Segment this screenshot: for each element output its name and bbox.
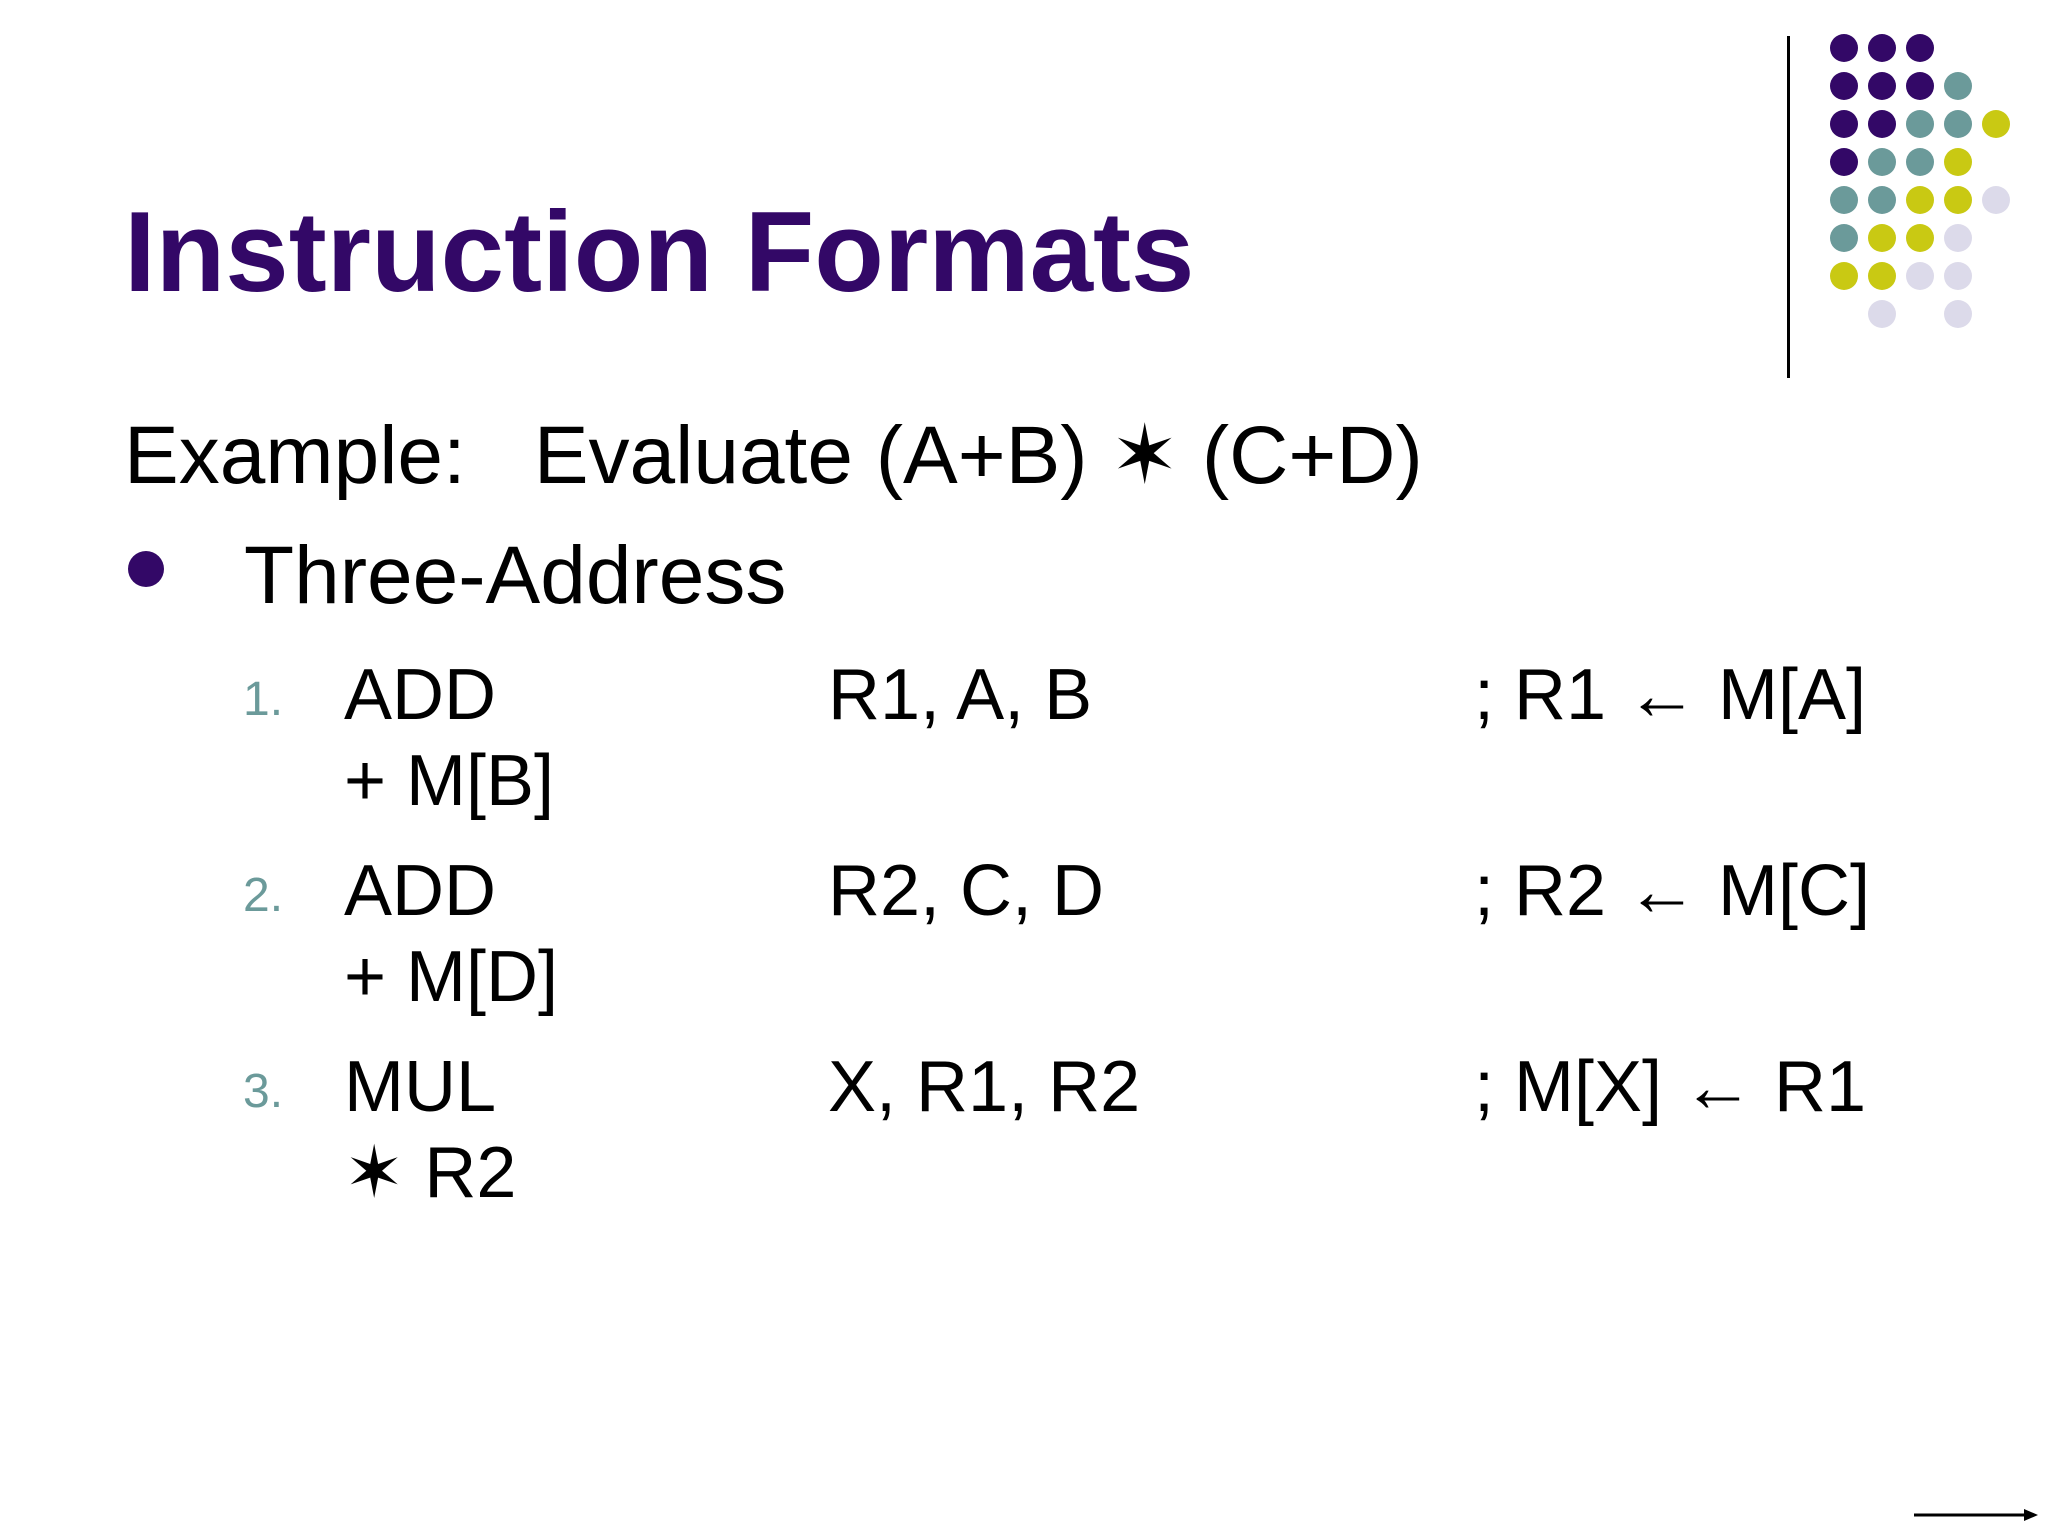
decorative-dot-teal (1944, 110, 1972, 138)
decorative-dot-teal (1868, 186, 1896, 214)
bullet-dot-icon (128, 551, 164, 587)
decorative-dot-purple (1830, 148, 1858, 176)
decorative-dot-purple (1830, 110, 1858, 138)
decorative-dot-purple (1868, 34, 1896, 62)
decorative-dot-yellow (1830, 262, 1858, 290)
decorative-dot-yellow (1868, 224, 1896, 252)
decorative-dot-yellow (1906, 186, 1934, 214)
title-divider-line (1787, 36, 1790, 378)
instruction-item (0, 650, 2048, 830)
instruction-comment-continuation: + M[B] (344, 741, 555, 821)
instruction-comment: ; R1 ← M[A] (1474, 655, 1867, 735)
decorative-dot-purple (1868, 110, 1896, 138)
instruction-operands: R2, C, D (828, 851, 1105, 931)
instruction-operands: X, R1, R2 (828, 1047, 1141, 1127)
right-arrow-icon (1914, 1500, 2038, 1530)
decorative-dot-teal (1906, 148, 1934, 176)
example-expression: Evaluate (A+B) ✶ (C+D) (533, 410, 1423, 501)
instruction-opcode: ADD (344, 851, 497, 931)
decorative-dot-purple (1830, 72, 1858, 100)
decorative-dot-yellow (1868, 262, 1896, 290)
instruction-item (0, 1042, 2048, 1222)
decorative-dot-yellow (1982, 110, 2010, 138)
instruction-opcode: MUL (344, 1047, 497, 1127)
decorative-dot-teal (1868, 148, 1896, 176)
next-slide-button[interactable] (1914, 1500, 2038, 1530)
decorative-dot-lavender (1906, 262, 1934, 290)
example-label: Example: (124, 410, 466, 501)
decorative-dot-teal (1830, 186, 1858, 214)
instruction-comment: ; M[X] ← R1 (1474, 1047, 1867, 1127)
instruction-item (0, 846, 2048, 1026)
list-number: 2. (243, 869, 284, 922)
list-number: 1. (243, 673, 284, 726)
instruction-operands: R1, A, B (828, 655, 1093, 735)
decorative-dot-purple (1906, 34, 1934, 62)
instruction-comment-continuation: + M[D] (344, 937, 559, 1017)
decorative-dot-purple (1906, 72, 1934, 100)
decorative-dot-yellow (1906, 224, 1934, 252)
decorative-dot-purple (1868, 72, 1896, 100)
slide-title: Instruction Formats (124, 189, 1195, 316)
instruction-comment-continuation: ✶ R2 (344, 1133, 517, 1213)
bullet-item-three-address (124, 526, 1624, 626)
decorative-dot-lavender (1944, 224, 1972, 252)
decorative-dot-lavender (1982, 186, 2010, 214)
decorative-dot-yellow (1944, 148, 1972, 176)
example-line (124, 406, 1423, 506)
decorative-dot-lavender (1868, 300, 1896, 328)
instruction-opcode: ADD (344, 655, 497, 735)
decorative-dot-purple (1830, 34, 1858, 62)
decorative-dot-lavender (1944, 300, 1972, 328)
bullet-text: Three-Address (244, 530, 787, 621)
list-number: 3. (243, 1065, 284, 1118)
decorative-dot-teal (1906, 110, 1934, 138)
decorative-dot-lavender (1944, 262, 1972, 290)
decorative-dot-teal (1944, 72, 1972, 100)
instruction-comment: ; R2 ← M[C] (1474, 851, 1871, 931)
decorative-dot-teal (1830, 224, 1858, 252)
decorative-dot-yellow (1944, 186, 1972, 214)
